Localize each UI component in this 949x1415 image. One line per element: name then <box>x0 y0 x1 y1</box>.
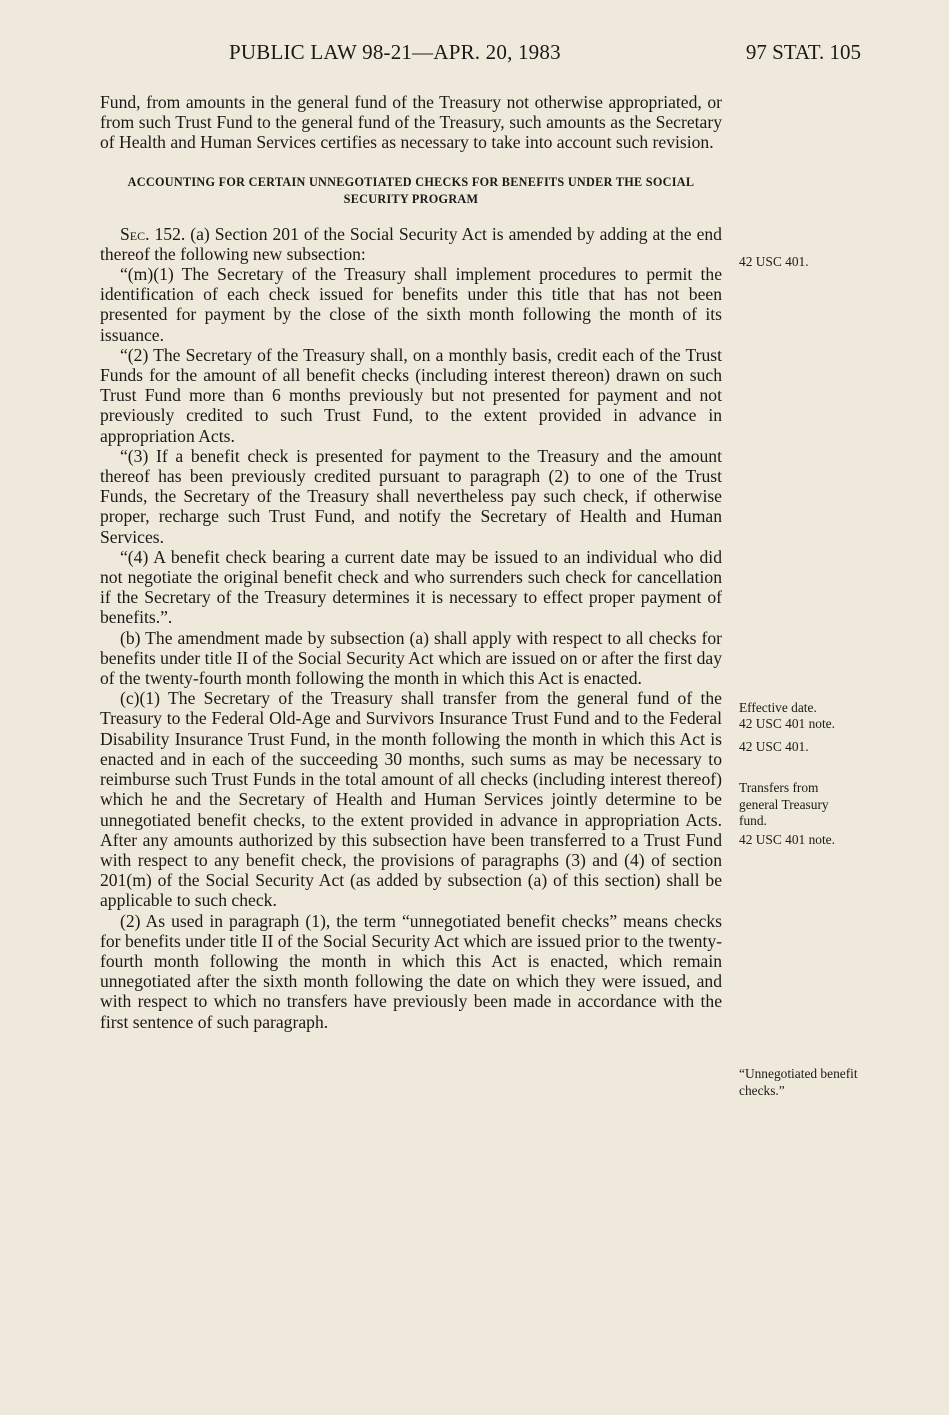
sec-label: Sec. <box>120 223 150 244</box>
paragraph-m2: “(2) The Secretary of the Treasury shall, on a monthly basis, credit each of the Trust Funds for the amount of all benefit checks (including interest thereon) drawn on such Trust Fund more than 6 months previously but not presented for payment and not previously credited to such Trust Fund, to the extent provided in advance in appropriation Acts. <box>100 344 722 446</box>
paragraph-m3: “(3) If a benefit check is presented for payment to the Treasury and the amount thereof has been previously credited pursuant to paragraph (2) to one of the Trust Funds, the Secretary of the Treasury shall nevertheless pay such check, if otherwise proper, recharge such Trust Fund, and notify the Secretary of Health and Human Services. <box>100 445 722 547</box>
running-header-title: PUBLIC LAW 98-21—APR. 20, 1983 <box>229 40 561 64</box>
section-heading: ACCOUNTING FOR CERTAIN UNNEGOTIATED CHECKS FOR BENEFITS UNDER THE SOCIAL SECURITY PROGRAM <box>127 174 695 206</box>
body-text-column <box>100 92 722 1032</box>
paragraph-b: (b) The amendment made by subsection (a) shall apply with respect to all checks for benefits under title II of the Social Security Act which are issued on or after the first day of the twenty-fourth month following the month in which this Act is enacted. <box>100 627 722 689</box>
margin-note-usc-401-b: 42 USC 401. <box>739 739 809 754</box>
sec-152-paragraph <box>100 224 722 264</box>
sec-152-text: 152. (a) Section 201 of the Social Security Act is amended by adding at the end thereof the following new subsection: <box>100 223 722 264</box>
margin-note-unnegotiated: “Unnegotiated benefit checks.” <box>739 1066 858 1098</box>
paragraph-m4: “(4) A benefit check bearing a current date may be issued to an individual who did not negotiate the original benefit check and who surrenders such check for cancellation if the Secretary of the Treasury determines it is necessary to effect proper payment of benefits.”. <box>100 546 722 628</box>
intro-paragraph: Fund, from amounts in the general fund of the Treasury not otherwise appropriated, or from such Trust Fund to the general fund of the Treasury, such amounts as the Secretary of Health and Human Services certifies as necessary to take into account such revision. <box>100 92 722 153</box>
margin-note-usc-401: 42 USC 401. <box>739 254 809 269</box>
margin-note-transfers: Transfers from general Treasury fund. <box>739 780 829 828</box>
margin-note-usc-401-note-b: 42 USC 401 note. <box>739 832 835 847</box>
margin-note-effective-date: Effective date. <box>739 700 817 715</box>
paragraph-m1: “(m)(1) The Secretary of the Treasury shall implement procedures to permit the identification of each check issued for benefits under this title that has not been presented for payment by the close of the sixth month following the month of its issuance. <box>100 264 722 345</box>
running-header-page-ref: 97 STAT. 105 <box>745 40 861 64</box>
paragraph-c2: (2) As used in paragraph (1), the term “unnegotiated benefit checks” means checks for benefits under title II of the Social Security Act which are issued prior to the twenty-fourth month following the month in which this Act is enacted, which remain unnegotiated after the sixth month following the date on which they were issued, and with respect to which no transfers have previously been made in accordance with the first sentence of such paragraph. <box>100 910 722 1032</box>
paragraph-c1: (c)(1) The Secretary of the Treasury shall transfer from the general fund of the Treasury to the Federal Old-Age and Survivors Insurance Trust Fund and to the Federal Disability Insurance Trust Fund, in the month following the month in which this Act is enacted and in each of the succeeding 30 months, such sums as may be necessary to reimburse such Trust Funds in the total amount of all checks (including interest thereof) which he and the Secretary of Health and Human Services jointly determine to be unnegotiated benefit checks, to the extent provided in advance in appropriation Acts. After any amounts authorized by this subsection have been transferred to a Trust Fund with respect to any benefit check, the provisions of paragraphs (3) and (4) of section 201(m) of the Social Security Act (as added by subsection (a) of this section) shall be applicable to such check. <box>100 688 722 911</box>
margin-note-usc-401-note: 42 USC 401 note. <box>739 716 835 731</box>
